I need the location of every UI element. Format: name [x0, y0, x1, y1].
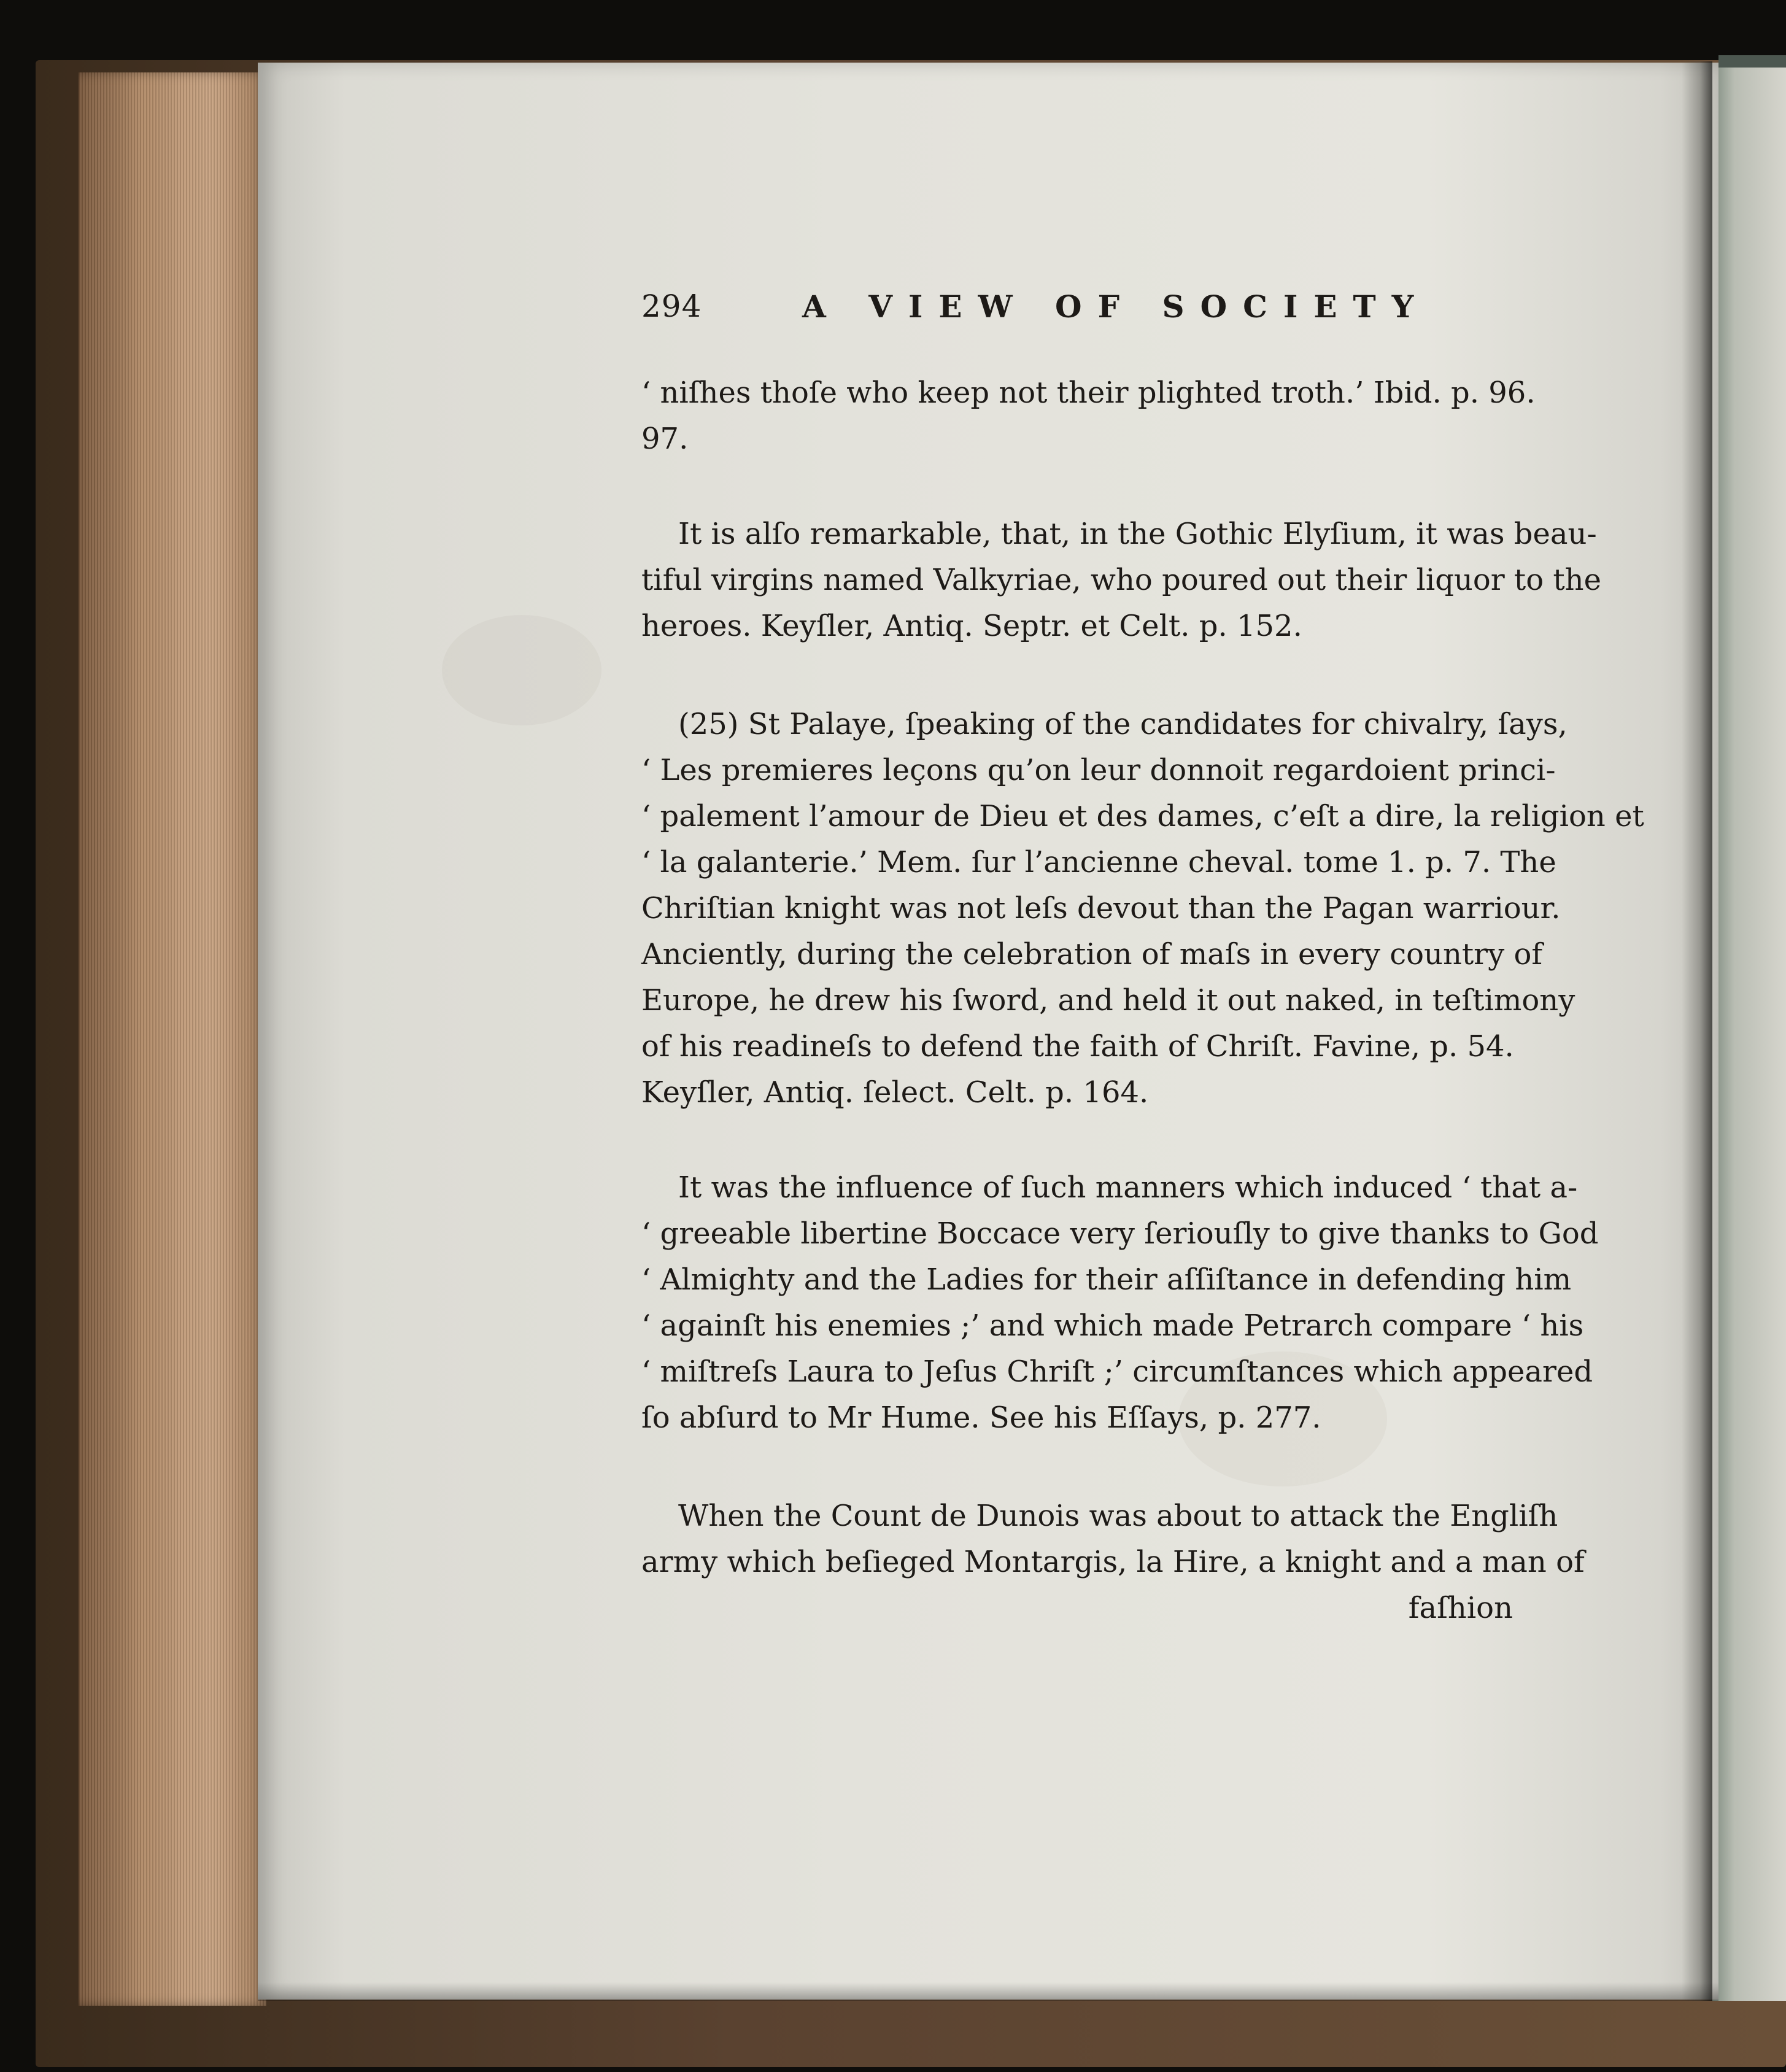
text-line: ‘ miſtreſs Laura to Jeſus Chriſt ;’ circumſtances which appeared: [641, 1355, 1593, 1389]
text-line: Keyſler, Antiq. ſelect. Celt. p. 164.: [641, 1075, 1149, 1110]
text-line: ‘ Les premieres leçons qu’on leur donnoit regardoient princi-: [641, 753, 1556, 787]
text-line: Anciently, during the celebration of maſs in every country of: [641, 937, 1543, 972]
text-line: (25) St Palaye, ſpeaking of the candidates for chivalry, ſays,: [678, 707, 1568, 741]
text-line: ‘ palement l’amour de Dieu et des dames, c’eſt a dire, la religion et: [641, 799, 1644, 833]
spine-gutter: [1682, 61, 1712, 2001]
text-line: ‘ la galanterie.’ Mem. ſur l’ancienne cheval. tome 1. p. 7. The: [641, 845, 1556, 879]
text-line: ſo abſurd to Mr Hume. See his Eſſays, p. 277.: [641, 1401, 1321, 1435]
text-line: heroes. Keyſler, Antiq. Septr. et Celt. p. 152.: [641, 609, 1302, 643]
text-line: Chriſtian knight was not leſs devout than the Pagan warriour.: [641, 891, 1561, 926]
text-line: ‘ greeable libertine Boccace very ſeriouſly to give thanks to God: [641, 1216, 1599, 1251]
page-bottom-shadow: [258, 1982, 1718, 2001]
text-line: When the Count de Dunois was about to attack the Engliſh: [678, 1499, 1558, 1533]
page-block-edges: [79, 72, 266, 2006]
running-title: A VIEW OF SOCIETY: [802, 288, 1430, 325]
text-line: ‘ niſhes thoſe who keep not their plighted troth.’ Ibid. p. 96.: [641, 376, 1536, 410]
paper-stain: [442, 615, 601, 725]
text-line: tiful virgins named Valkyriae, who poured out their liquor to the: [641, 563, 1601, 597]
text-line: It is alſo remarkable, that, in the Gothic Elyſium, it was beau-: [678, 517, 1597, 551]
text-line: 97.: [641, 422, 689, 456]
text-line: ‘ Almighty and the Ladies for their aſſiſtance in defending him: [641, 1262, 1572, 1297]
running-head: [641, 288, 1513, 331]
text-line: of his readineſs to defend the faith of Chriſt. Favine, p. 54.: [641, 1029, 1514, 1064]
text-line: ‘ againſt his enemies ;’ and which made Petrarch compare ‘ his: [641, 1309, 1584, 1343]
text-line: Europe, he drew his ſword, and held it out naked, in teſtimony: [641, 983, 1575, 1018]
catchword: faſhion: [1408, 1591, 1513, 1625]
text-line: army which beſieged Montargis, la Hire, a knight and a man of: [641, 1545, 1585, 1579]
page-number: 294: [641, 288, 702, 324]
text-line: It was the influence of ſuch manners which induced ‘ that a-: [678, 1170, 1578, 1205]
facing-page: [1712, 68, 1786, 2001]
